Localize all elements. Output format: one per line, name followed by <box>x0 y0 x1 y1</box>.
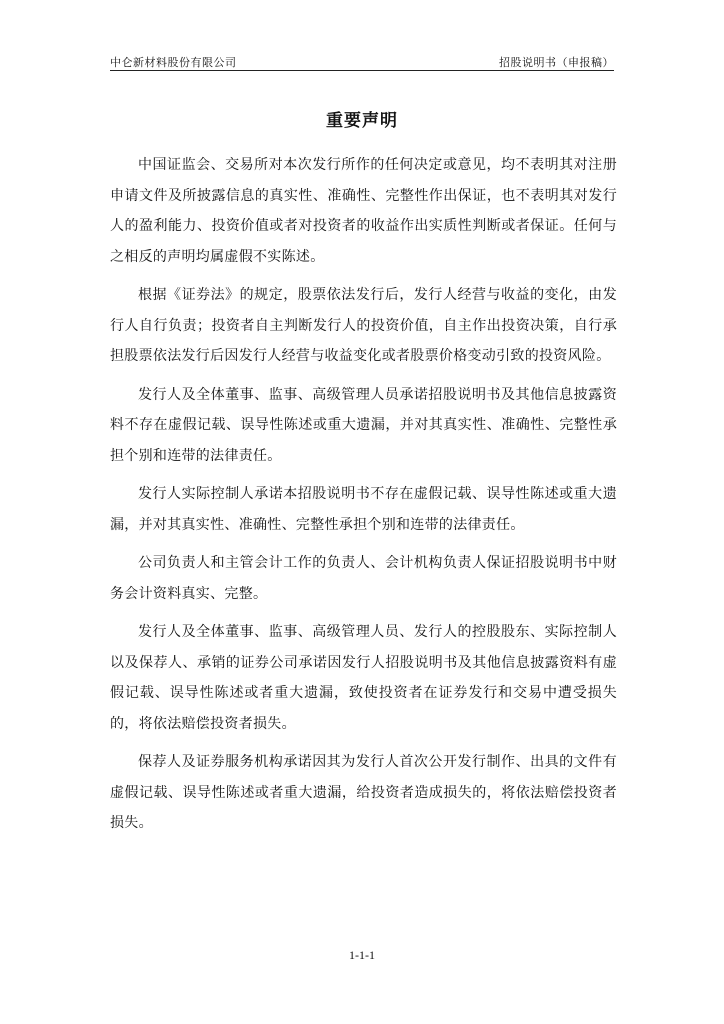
header-divider <box>110 70 614 71</box>
paragraph: 根据《证券法》的规定，股票依法发行后，发行人经营与收益的变化，由发行人自行负责；投资者自主判断发行人的投资价值，自主作出投资决策，自行承担股票依法发行后因发行人经营与收益变化或者股票价格变动引致的投资风险。 <box>110 287 617 364</box>
page-header <box>110 50 614 72</box>
paragraph: 发行人及全体董事、监事、高级管理人员、发行人的控股股东、实际控制人以及保荐人、承销的证券公司承诺因发行人招股说明书及其他信息披露资料有虚假记载、误导性陈述或者重大遗漏，致使投资者在证券发行和交易中遭受损失的，将依法赔偿投资者损失。 <box>110 624 617 732</box>
paragraph: 中国证监会、交易所对本次发行所作的任何决定或意见，均不表明其对注册申请文件及所披露信息的真实性、准确性、完整性作出保证，也不表明其对发行人的盈利能力、投资价值或者对投资者的收益作出实质性判断或者保证。任何与之相反的声明均属虚假不实陈述。 <box>110 157 617 265</box>
page-title: 重要声明 <box>326 111 398 131</box>
statement-body <box>110 150 617 847</box>
header-document-title: 招股说明书（申报稿） <box>499 56 614 69</box>
header-company-name: 中仑新材料股份有限公司 <box>110 56 237 69</box>
page-number: 1-1-1 <box>349 948 375 962</box>
paragraph: 保荐人及证券服务机构承诺因其为发行人首次公开发行制作、出具的文件有虚假记载、误导性陈述或者重大遗漏，给投资者造成损失的，将依法赔偿投资者损失。 <box>110 754 617 831</box>
paragraph: 发行人实际控制人承诺本招股说明书不存在虚假记载、误导性陈述或重大遗漏，并对其真实性、准确性、完整性承担个别和连带的法律责任。 <box>110 486 617 533</box>
paragraph: 公司负责人和主管会计工作的负责人、会计机构负责人保证招股说明书中财务会计资料真实、完整。 <box>110 555 617 602</box>
paragraph: 发行人及全体董事、监事、高级管理人员承诺招股说明书及其他信息披露资料不存在虚假记载、误导性陈述或重大遗漏，并对其真实性、准确性、完整性承担个别和连带的法律责任。 <box>110 386 617 464</box>
